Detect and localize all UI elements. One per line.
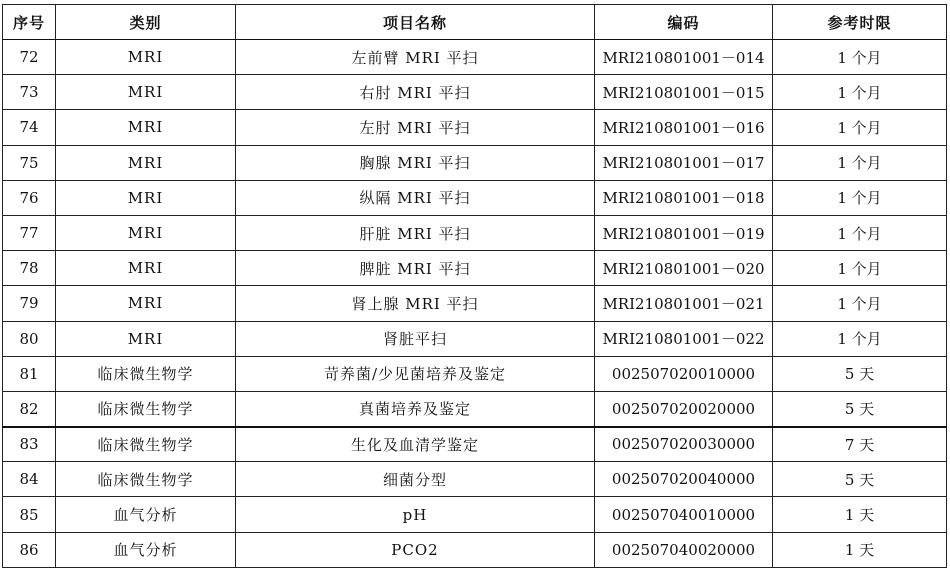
serial-number-cell: 75: [3, 145, 56, 180]
category-cell: 临床微生物学: [56, 356, 236, 391]
header-row: [3, 5, 947, 40]
time-limit-cell: 1 个月: [773, 145, 947, 180]
item-name-cell: 肾上腺 MRI 平扫: [236, 286, 595, 321]
item-name-cell: 胸腺 MRI 平扫: [236, 145, 595, 180]
code-cell: 002507040010000: [595, 497, 773, 532]
reference-table: [2, 4, 947, 568]
category-cell: 临床微生物学: [56, 427, 236, 462]
category-cell: MRI: [56, 215, 236, 250]
header-reference-time-limit: 参考时限: [773, 5, 947, 40]
category-cell: 临床微生物学: [56, 462, 236, 497]
category-cell: MRI: [56, 110, 236, 145]
category-cell: MRI: [56, 75, 236, 110]
time-limit-cell: 1 个月: [773, 75, 947, 110]
code-cell: MRI210801001－021: [595, 286, 773, 321]
code-cell: MRI210801001－019: [595, 215, 773, 250]
time-limit-cell: 1 天: [773, 497, 947, 532]
code-cell: MRI210801001－018: [595, 180, 773, 215]
code-cell: MRI210801001－017: [595, 145, 773, 180]
table-row: [3, 286, 947, 321]
serial-number-cell: 76: [3, 180, 56, 215]
serial-number-cell: 78: [3, 251, 56, 286]
header-item-name: 项目名称: [236, 5, 595, 40]
item-name-cell: PCO2: [236, 532, 595, 567]
table-row: [3, 110, 947, 145]
code-cell: MRI210801001－015: [595, 75, 773, 110]
code-cell: MRI210801001－014: [595, 40, 773, 75]
header-code: 编码: [595, 5, 773, 40]
time-limit-cell: 5 天: [773, 462, 947, 497]
time-limit-cell: 1 个月: [773, 110, 947, 145]
category-cell: MRI: [56, 40, 236, 75]
item-name-cell: 生化及血清学鉴定: [236, 427, 595, 462]
serial-number-cell: 80: [3, 321, 56, 356]
table-row: [3, 497, 947, 532]
code-cell: MRI210801001－020: [595, 251, 773, 286]
table-row: [3, 40, 947, 75]
time-limit-cell: 1 个月: [773, 251, 947, 286]
serial-number-cell: 72: [3, 40, 56, 75]
time-limit-cell: 5 天: [773, 391, 947, 426]
serial-number-cell: 82: [3, 391, 56, 426]
time-limit-cell: 1 个月: [773, 180, 947, 215]
item-name-cell: 脾脏 MRI 平扫: [236, 251, 595, 286]
time-limit-cell: 1 天: [773, 532, 947, 567]
category-cell: 血气分析: [56, 532, 236, 567]
table-row: [3, 532, 947, 567]
item-name-cell: 肝脏 MRI 平扫: [236, 215, 595, 250]
code-cell: 002507020020000: [595, 391, 773, 426]
category-cell: MRI: [56, 321, 236, 356]
serial-number-cell: 81: [3, 356, 56, 391]
table-row: [3, 180, 947, 215]
table-row: [3, 462, 947, 497]
table-row: [3, 391, 947, 426]
code-cell: MRI210801001－016: [595, 110, 773, 145]
serial-number-cell: 74: [3, 110, 56, 145]
category-cell: MRI: [56, 145, 236, 180]
time-limit-cell: 7 天: [773, 427, 947, 462]
time-limit-cell: 1 个月: [773, 215, 947, 250]
item-name-cell: 肾脏平扫: [236, 321, 595, 356]
code-cell: 002507020030000: [595, 427, 773, 462]
table-row: [3, 427, 947, 462]
item-name-cell: 真菌培养及鉴定: [236, 391, 595, 426]
category-cell: MRI: [56, 180, 236, 215]
header-category: 类别: [56, 5, 236, 40]
item-name-cell: 细菌分型: [236, 462, 595, 497]
item-name-cell: 左肘 MRI 平扫: [236, 110, 595, 145]
serial-number-cell: 79: [3, 286, 56, 321]
serial-number-cell: 73: [3, 75, 56, 110]
header-serial-number: 序号: [3, 5, 56, 40]
table-row: [3, 145, 947, 180]
serial-number-cell: 85: [3, 497, 56, 532]
code-cell: 002507020010000: [595, 356, 773, 391]
serial-number-cell: 83: [3, 427, 56, 462]
time-limit-cell: 1 个月: [773, 321, 947, 356]
serial-number-cell: 77: [3, 215, 56, 250]
item-name-cell: pH: [236, 497, 595, 532]
code-cell: MRI210801001－022: [595, 321, 773, 356]
code-cell: 002507040020000: [595, 532, 773, 567]
table-row: [3, 215, 947, 250]
category-cell: MRI: [56, 251, 236, 286]
time-limit-cell: 1 个月: [773, 40, 947, 75]
item-name-cell: 纵隔 MRI 平扫: [236, 180, 595, 215]
serial-number-cell: 84: [3, 462, 56, 497]
time-limit-cell: 5 天: [773, 356, 947, 391]
category-cell: 血气分析: [56, 497, 236, 532]
category-cell: MRI: [56, 286, 236, 321]
table-row: [3, 75, 947, 110]
category-cell: 临床微生物学: [56, 391, 236, 426]
table-row: [3, 356, 947, 391]
time-limit-cell: 1 个月: [773, 286, 947, 321]
table-row: [3, 251, 947, 286]
serial-number-cell: 86: [3, 532, 56, 567]
item-name-cell: 右肘 MRI 平扫: [236, 75, 595, 110]
item-name-cell: 左前臂 MRI 平扫: [236, 40, 595, 75]
table-row: [3, 321, 947, 356]
code-cell: 002507020040000: [595, 462, 773, 497]
item-name-cell: 苛养菌/少见菌培养及鉴定: [236, 356, 595, 391]
